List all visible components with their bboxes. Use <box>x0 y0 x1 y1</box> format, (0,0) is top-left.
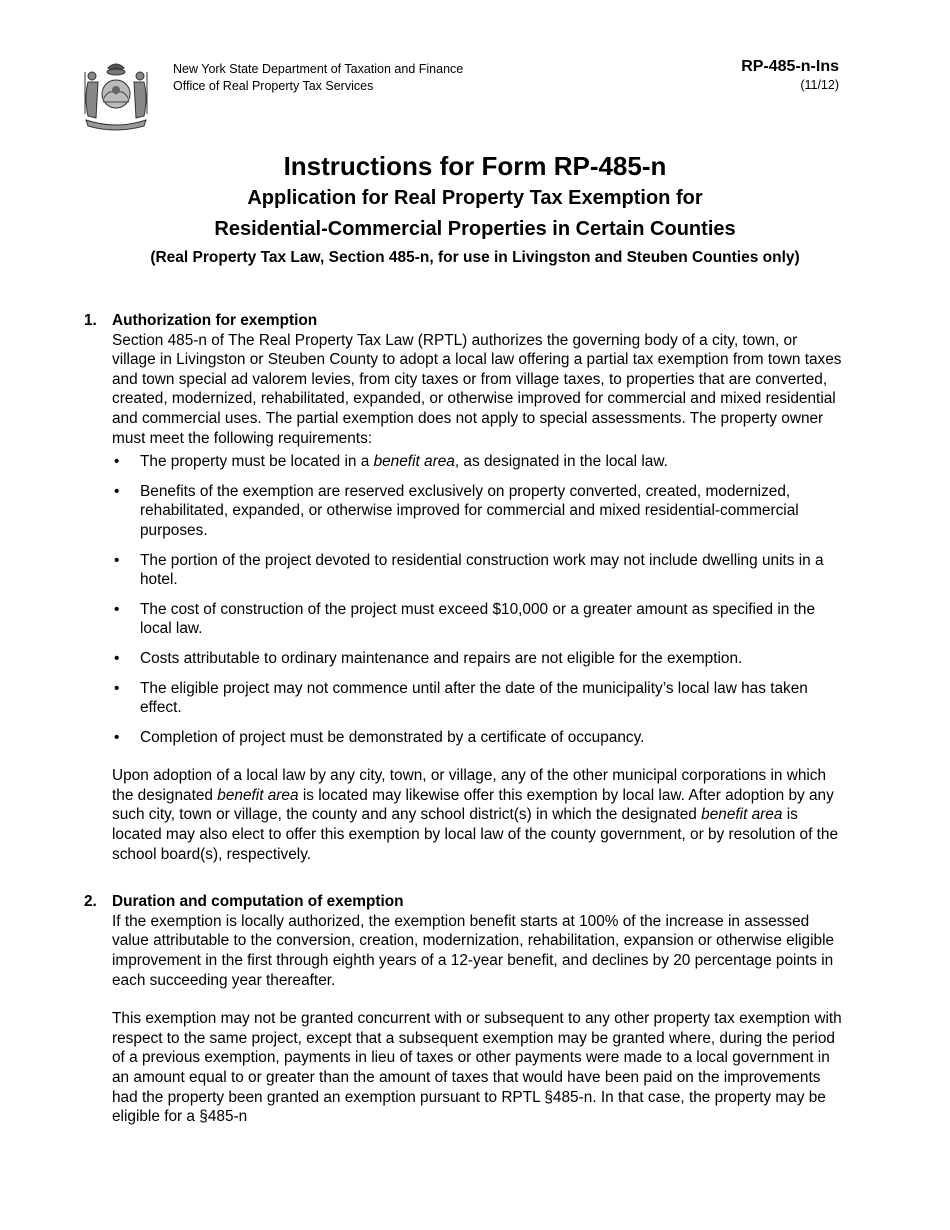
bullet-icon: • <box>114 482 120 500</box>
concurrency-paragraph: This exemption may not be granted concurrent with or subsequent to any other property tax exemption with respect to the same project, except that a subsequent exemption may be granted where, during the period of a previous exemption, payments in lieu of taxes or other payments were made to a local government in an amount equal to or greater than the amount of taxes that would have been paid on the improvements had the property been granted an exemption pursuant to RPTL §485-n. In that case, the property may be eligible for a §485-n <box>112 1010 842 1126</box>
title-block <box>0 149 950 271</box>
section-heading: Authorization for exemption <box>112 312 318 329</box>
document-subtitle-line2: Residential-Commercial Properties in Certain Counties <box>214 218 736 240</box>
list-item: • Completion of project must be demonstrated by a certificate of occupancy. <box>114 728 645 746</box>
bullet-icon: • <box>114 600 120 618</box>
section-heading: Duration and computation of exemption <box>112 893 404 911</box>
section-number: 2. <box>84 893 97 911</box>
list-item: • The portion of the project devoted to residential construction work may not include dwelling units in a hotel. <box>114 551 824 589</box>
section-intro-paragraph: Section 485-n of The Real Property Tax Law (RPTL) authorizes the governing body of a city, town, or village in Livingston or Steuben County to adopt a local law offering a partial tax exemption from town taxes and town special ad valorem levies, from city taxes or from village taxes, to properties that are converted, created, modernized, rehabilitated, expanded, or otherwise improved for commercial and mixed residential and commercial uses. The partial exemption does not apply to special assessments. The property owner must meet the following requirements: <box>112 331 842 447</box>
list-item: • Costs attributable to ordinary maintenance and repairs are not eligible for the exemption. <box>114 649 743 667</box>
agency-name: New York State Department of Taxation and Finance <box>173 62 464 76</box>
form-number: RP-485-n-Ins <box>741 58 839 75</box>
section-closing-paragraph: Upon adoption of a local law by any city, town, or village, any of the other municipal corporations in which the designated benefit area is located may likewise offer this exemption by local law. After adoption by any such city, town or village, the county and any school district(s) in which the designated benefit area is located may also elect to offer this exemption by local law of the county government, or by resolution of the school board(s), respectively. <box>112 767 839 863</box>
bullet-icon: • <box>114 453 120 471</box>
agency-block <box>173 61 463 95</box>
requirements-list <box>112 452 844 747</box>
bullet-icon: • <box>114 728 120 746</box>
instructions-body <box>84 311 844 1127</box>
document-title: Instructions for Form RP-485-n <box>283 151 667 181</box>
bullet-icon: • <box>114 551 120 569</box>
duration-paragraph: If the exemption is locally authorized, the exemption benefit starts at 100% of the increase in assessed value attributable to the conversion, creation, modernization, rehabilitation, expansion or otherwise eligible improvement in the first through eighth years of a 12-year benefit, and declines by 20 percentage points in each succeeding year thereafter. <box>112 912 835 989</box>
form-revision-date: (11/12) <box>800 78 839 92</box>
emphasis-term: benefit area <box>701 806 783 824</box>
emphasis-term: benefit area <box>373 453 455 471</box>
section-authorization <box>84 311 844 864</box>
list-item: • The property must be located in a benefit area, as designated in the local law. <box>114 453 668 471</box>
list-item: • Benefits of the exemption are reserved exclusively on property converted, created, modernized, rehabilitated, expanded, or otherwise improved for commercial and mixed residential-commercial purposes. <box>114 482 799 539</box>
form-id-block <box>741 57 839 93</box>
section-number: 1. <box>84 312 97 329</box>
emphasis-term: benefit area <box>217 786 299 804</box>
document-subtitle-scope: (Real Property Tax Law, Section 485-n, for use in Livingston and Steuben Counties only) <box>150 249 800 266</box>
bullet-icon: • <box>114 649 120 667</box>
document-subtitle-line1: Application for Real Property Tax Exemption for <box>247 187 703 209</box>
office-name: Office of Real Property Tax Services <box>173 79 374 93</box>
section-duration <box>84 892 844 1127</box>
list-item: • The cost of construction of the project must exceed $10,000 or a greater amount as specified in the local law. <box>114 600 816 638</box>
new-york-state-seal-icon <box>74 58 158 134</box>
list-item: • The eligible project may not commence until after the date of the municipality’s local law has taken effect. <box>114 679 808 717</box>
bullet-icon: • <box>114 679 120 697</box>
